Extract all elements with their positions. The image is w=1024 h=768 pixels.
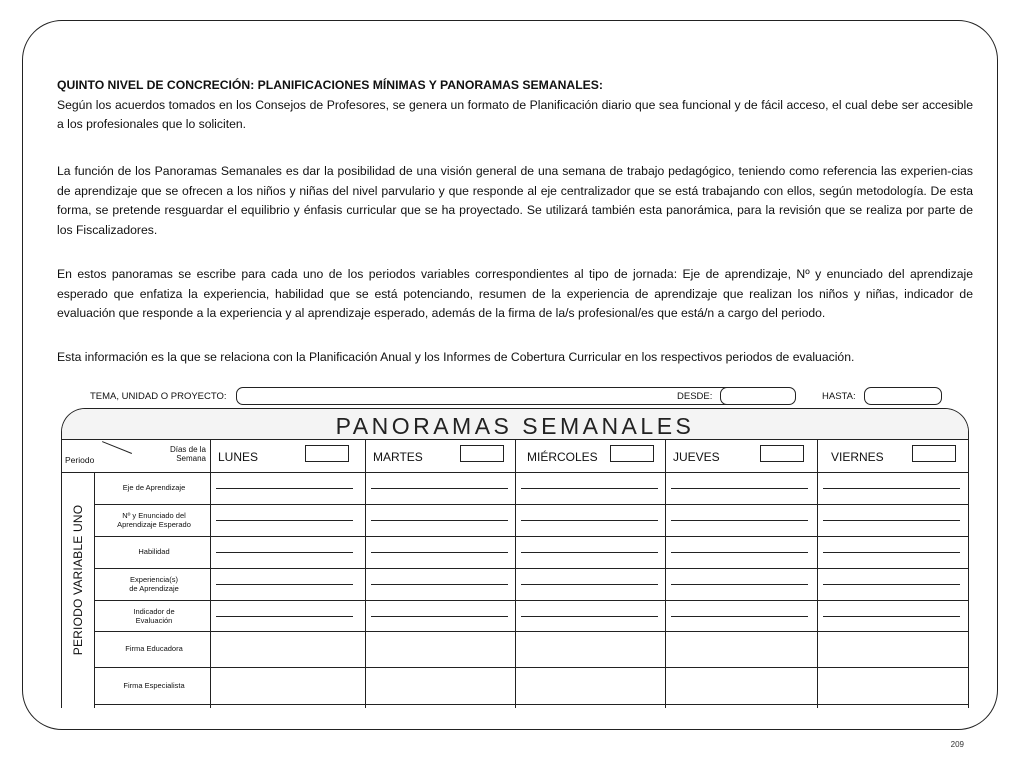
column-separator <box>210 440 211 708</box>
answer-line[interactable] <box>521 616 658 617</box>
answer-line[interactable] <box>521 488 658 489</box>
answer-line[interactable] <box>823 520 960 521</box>
periodo-label: Periodo <box>65 455 95 465</box>
answer-line[interactable] <box>671 552 808 553</box>
answer-line[interactable] <box>671 616 808 617</box>
column-separator <box>665 440 666 708</box>
answer-line[interactable] <box>371 552 508 553</box>
intro-section <box>57 76 973 135</box>
column-separator <box>94 472 95 708</box>
row-label-line-1: Indicador de <box>133 606 175 616</box>
header-diagonal <box>102 441 132 454</box>
desde-label: DESDE: <box>677 391 713 402</box>
row-label-line-2: Aprendizaje Esperado <box>117 520 191 529</box>
row-label-line-1: Firma Especialista <box>123 680 185 690</box>
answer-line[interactable] <box>216 584 353 585</box>
hasta-field[interactable] <box>864 387 942 405</box>
answer-line[interactable] <box>371 520 508 521</box>
row-label-line-2: Evaluación <box>135 615 173 625</box>
day-header-martes: MARTES <box>373 450 423 464</box>
paragraph-4: Esta información es la que se relaciona con la Planificación Anual y los Informes de Cobertura Curricular en los respectivos periodos de evaluación. <box>57 350 855 364</box>
answer-line[interactable] <box>823 488 960 489</box>
row-separator <box>94 667 969 668</box>
row-separator <box>94 704 969 705</box>
answer-line[interactable] <box>216 616 353 617</box>
answer-line[interactable] <box>216 520 353 521</box>
answer-line[interactable] <box>671 584 808 585</box>
row-separator <box>94 536 969 537</box>
row-label <box>96 644 212 653</box>
page-number: 209 <box>950 740 964 749</box>
answer-line[interactable] <box>823 616 960 617</box>
row-label-line-1: Firma Educadora <box>125 644 183 653</box>
day-date-box[interactable] <box>305 445 349 462</box>
column-separator <box>817 440 818 708</box>
paragraph-2: La función de los Panoramas Semanales es dar la posibilidad de una visión general de una semana de trabajo pedagógico, teniendo como referencia las experien-cias de aprendizaje que se ofrecen a los niños y niñas del nivel parvulario y que responde al eje centralizador que se está trabajando con ellos, según metodología. De esta forma, se pretende resguardar el equilibrio y énfasis curricular que se ha proyectado. Se utilizará también esta panorámica, para la revisión que se realiza por parte de los Fiscalizadores. <box>57 164 973 237</box>
paragraph-3-block <box>57 265 973 324</box>
column-separator <box>365 440 366 708</box>
row-label <box>96 607 212 625</box>
day-date-box[interactable] <box>760 445 804 462</box>
row-label <box>96 483 212 492</box>
day-header-viernes: VIERNES <box>831 450 884 464</box>
semana-label-line-1: Días de la <box>169 445 206 454</box>
column-separator <box>515 440 516 708</box>
row-label-line-1: Nº y Enunciado del <box>122 511 186 520</box>
row-separator <box>94 568 969 569</box>
answer-line[interactable] <box>216 488 353 489</box>
row-label <box>96 681 212 690</box>
answer-line[interactable] <box>371 488 508 489</box>
row-separator <box>94 504 969 505</box>
day-date-box[interactable] <box>610 445 654 462</box>
answer-line[interactable] <box>823 552 960 553</box>
weekly-panorama-table <box>61 408 969 708</box>
hasta-label: HASTA: <box>822 391 856 402</box>
paragraph-4-block <box>57 348 973 368</box>
paragraph-1: Según los acuerdos tomados en los Consejos de Profesores, se genera un formato de Planificación diario que sea funcional y de fácil acceso, el cual debe ser accesible a los profesionales que lo soliciten. <box>57 97 973 132</box>
day-header-miércoles: MIÉRCOLES <box>527 450 598 464</box>
desde-field[interactable] <box>720 387 796 405</box>
semana-label-line-2: Semana <box>176 454 206 463</box>
answer-line[interactable] <box>371 616 508 617</box>
row-label-line-1: Habilidad <box>138 547 170 556</box>
row-separator <box>94 600 969 601</box>
row-label <box>96 547 212 556</box>
tema-label: TEMA, UNIDAD O PROYECTO: <box>90 391 227 402</box>
row-label-line-2: de Aprendizaje <box>129 584 179 593</box>
row-label-line-1: Eje de Aprendizaje <box>122 483 186 492</box>
answer-line[interactable] <box>216 552 353 553</box>
row-label-line-1: Experiencia(s) <box>130 575 178 584</box>
day-header-lunes: LUNES <box>218 450 259 464</box>
answer-line[interactable] <box>371 584 508 585</box>
day-date-box[interactable] <box>912 445 956 462</box>
section-heading: QUINTO NIVEL DE CONCRECIÓN: PLANIFICACIONES MÍNIMAS Y PANORAMAS SEMANALES: <box>57 78 603 92</box>
day-header-jueves: JUEVES <box>673 450 720 464</box>
answer-line[interactable] <box>823 584 960 585</box>
day-date-box[interactable] <box>460 445 504 462</box>
row-separator <box>94 631 969 632</box>
answer-line[interactable] <box>521 520 658 521</box>
paragraph-2-block <box>57 162 973 240</box>
table-title: PANORAMAS SEMANALES <box>62 409 968 439</box>
row-label <box>96 511 212 529</box>
answer-line[interactable] <box>671 488 808 489</box>
paragraph-3: En estos panoramas se escribe para cada uno de los periodos variables correspondientes al tipo de jornada: Eje de aprendizaje, Nº y enunciado del aprendizaje esperado que enfatiza la experiencia, habilidad que se está potenciando, resumen de la experiencia de aprendizaje que realizan los niños y niñas, indicador de evaluación que responde a la experiencia y al aprendizaje esperado, además de la firma de la/s profesional/es que está/n a cargo del periodo. <box>57 267 973 321</box>
answer-line[interactable] <box>521 584 658 585</box>
period-name: PERIODO VARIABLE UNO <box>71 504 85 656</box>
answer-line[interactable] <box>671 520 808 521</box>
answer-line[interactable] <box>521 552 658 553</box>
period-vertical-label <box>68 505 88 655</box>
semana-label <box>132 445 206 463</box>
row-label <box>96 575 212 593</box>
